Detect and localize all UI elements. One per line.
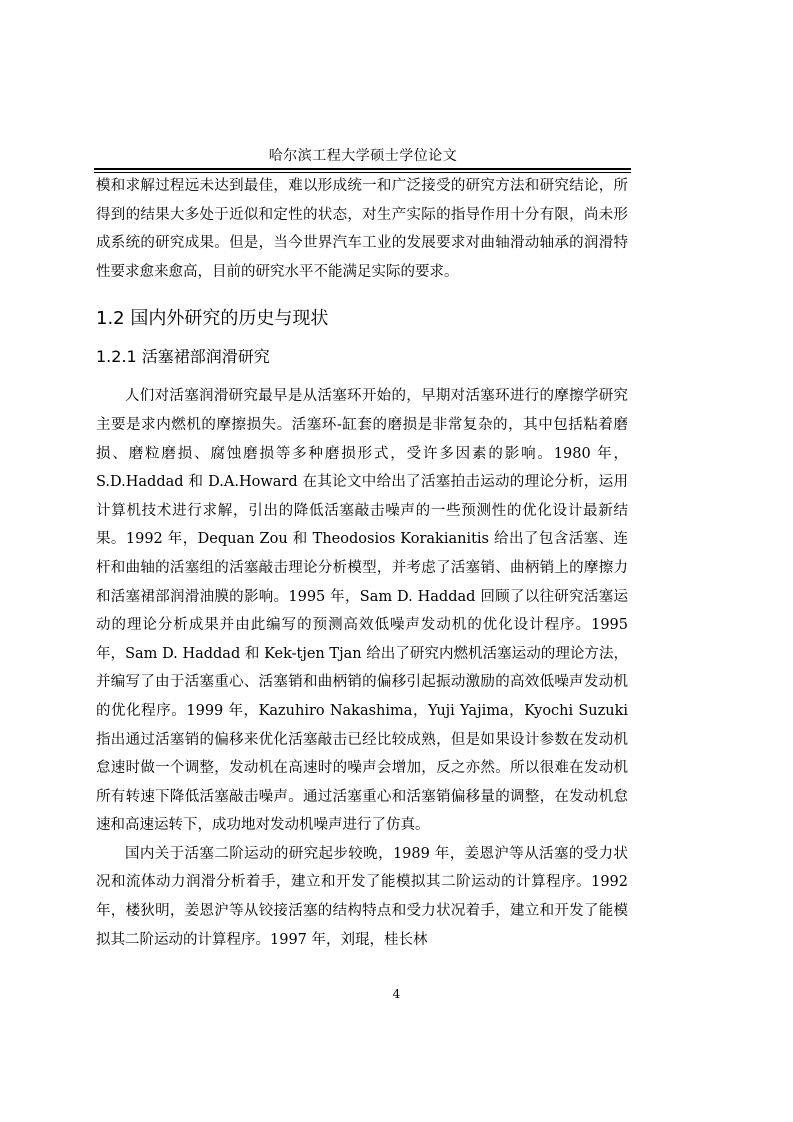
section-heading: 1.2 国内外研究的历史与现状 xyxy=(96,308,329,330)
header-rule-thick xyxy=(94,168,631,170)
page-number: 4 xyxy=(392,987,401,1001)
running-header: 哈尔滨工程大学硕士学位论文 xyxy=(268,148,458,164)
paragraph-domestic-research: 国内关于活塞二阶运动的研究起步较晚，1989 年，姜恩沪等从活塞的受力状况和流体动力润滑分析着手，建立和开发了能模拟其二阶运动的计算程序。1992 年，楼狄明，姜恩沪等从铰接活塞的结构特点和受力状况着手，建立和开发了能模拟其二阶运动的计算程序。1997 年，刘琨，桂长林 xyxy=(96,845,628,948)
intro-paragraph: 模和求解过程远未达到最佳，难以形成统一和广泛接受的研究方法和研究结论，所得到的结果大多处于近似和定性的状态，对生产实际的指导作用十分有限，尚未形成系统的研究成果。但是，当今世界汽车工业的发展要求对曲轴滑动轴承的润滑特性要求愈来愈高，目前的研究水平不能满足实际的要求。 xyxy=(96,178,628,280)
body-text xyxy=(96,172,628,954)
subsection-heading: 1.2.1 活塞裙部润滑研究 xyxy=(96,347,270,367)
paragraph-piston-lubrication-history: 人们对活塞润滑研究最早是从活塞环开始的，早期对活塞环进行的摩擦学研究主要是求内燃机的摩擦损失。活塞环-缸套的磨损是非常复杂的，其中包括粘着磨损、磨粒磨损、腐蚀磨损等多种磨损形式，受许多因素的影响。1980 年，S.D.Haddad 和 D.A.Howard 在其论文中给出了活塞拍击运动的理论分析，运用计算机技术进行求解，引出的降低活塞敲击噪声的一些预测性的优化设计最新结果。1992 年，Dequan Zou 和 Theodosios Korakianitis 给出了包含活塞、连杆和曲轴的活塞组的活塞敲击理论分析模型，并考虑了活塞销、曲柄销上的摩擦力和活塞裙部润滑油膜的影响。1995 年，Sam D. Haddad 回顾了以往研究活塞运动的理论分析成果并由此编写的预测高效低噪声发动机的优化设计程序。1995 年，Sam D. Haddad 和 Kek-tjen Tjan 给出了研究内燃机活塞运动的理论方法，并编写了由于活塞重心、活塞销和曲柄销的偏移引起振动激励的高效低噪声发动机的优化程序。1999 年，Kazuhiro Nakashima，Yuji Yajima，Kyochi Suzuki 指出通过活塞销的偏移来优化活塞敲击已经比较成熟，但是如果设计参数在发动机怠速时做一个调整，发动机在高速时的噪声会增加，反之亦然。所以很难在发动机所有转速下降低活塞敲击噪声。通过活塞重心和活塞销偏移量的调整，在发动机怠速和高速运转下，成功地对发动机噪声进行了仿真。 xyxy=(96,388,628,834)
